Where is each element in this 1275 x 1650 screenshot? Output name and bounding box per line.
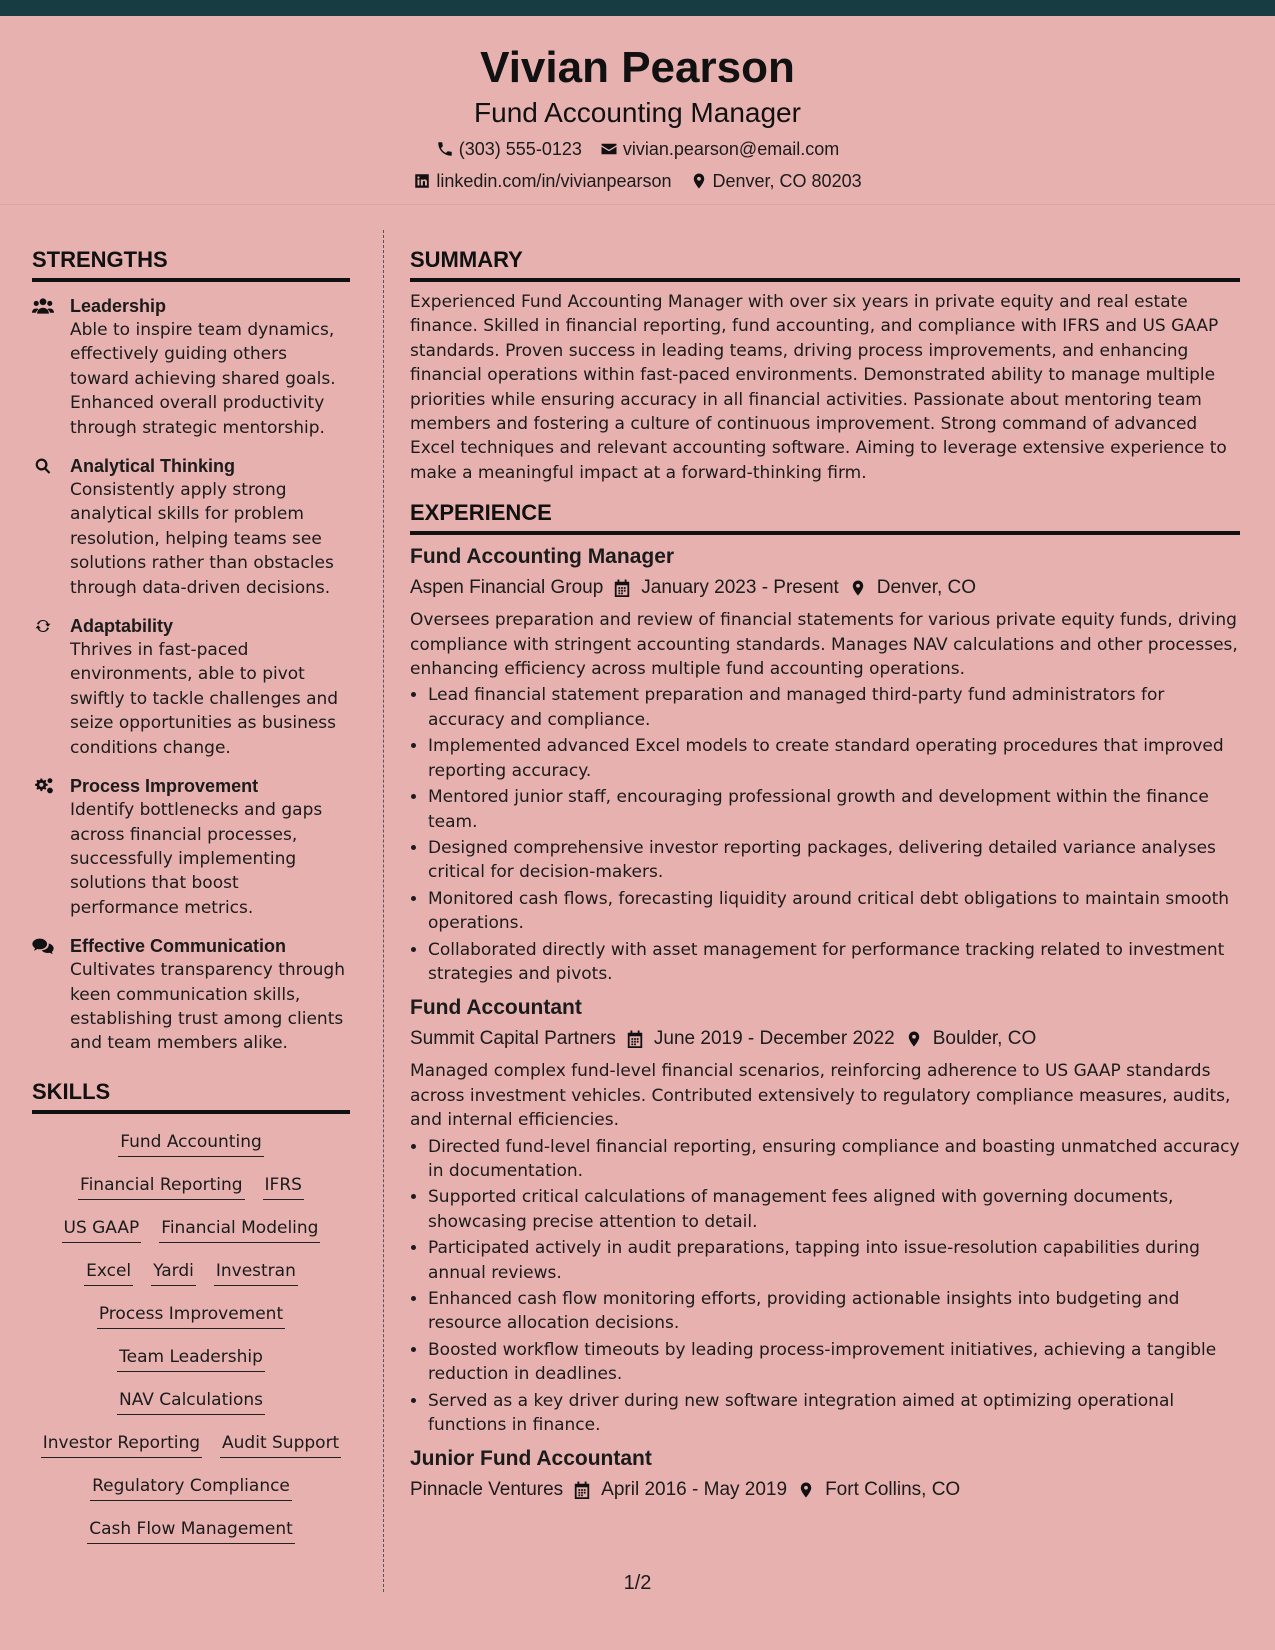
map-pin-icon <box>690 172 708 190</box>
job-bullet: • Enhanced cash flow monitoring efforts, providing actionable insights into budgeting and resource allocation decisions. <box>428 1287 1240 1336</box>
skill-tag: Cash Flow Management <box>87 1517 295 1544</box>
strength-title: Leadership <box>70 296 167 316</box>
job-bullet: • Monitored cash flows, forecasting liquidity around critical debt obligations to maintain smooth operations. <box>428 887 1240 936</box>
envelope-icon <box>600 140 618 158</box>
strength-desc: Cultivates transparency through keen communication skills, establishing trust among clients and team members alike. <box>70 960 345 1054</box>
job-bullet: • Mentored junior staff, encouraging professional growth and development within the finance team. <box>428 785 1240 834</box>
job-bullet: • Participated actively in audit preparations, tapping into issue-resolution capabilities during annual reviews. <box>428 1236 1240 1285</box>
job-bullets <box>410 1135 1240 1438</box>
map-pin-icon <box>797 1480 815 1500</box>
skills-heading: SKILLS <box>32 1078 350 1114</box>
skill-tag: Financial Modeling <box>159 1216 320 1243</box>
job-company: Pinnacle Ventures <box>410 1479 564 1501</box>
resume-header <box>0 16 1275 205</box>
users-icon <box>32 297 54 315</box>
contact-row-1 <box>0 138 1275 160</box>
job-bullet: • Supported critical calculations of management fees aligned with governing documents, showcasing precise attention to detail. <box>428 1185 1240 1234</box>
strengths-heading: STRENGTHS <box>32 246 350 282</box>
strength-item <box>32 614 350 760</box>
strength-item <box>32 934 350 1056</box>
skill-tag: Financial Reporting <box>78 1173 245 1200</box>
strength-item <box>32 454 350 600</box>
map-pin-icon <box>905 1029 923 1049</box>
job-dates: April 2016 - May 2019 <box>601 1479 788 1501</box>
column-divider <box>383 230 384 1592</box>
job-bullets <box>410 683 1240 986</box>
experience-heading: EXPERIENCE <box>410 499 1240 535</box>
job-bullet: • Implemented advanced Excel models to create standard operating procedures that improved reporting accuracy. <box>428 734 1240 783</box>
job-entry <box>410 543 1240 986</box>
left-column <box>32 246 350 1560</box>
job-location: Fort Collins, CO <box>825 1479 961 1501</box>
linkedin-icon <box>413 172 431 190</box>
job-location: Boulder, CO <box>932 1028 1037 1050</box>
skill-tag: Investran <box>214 1259 298 1286</box>
strength-title: Effective Communication <box>70 936 287 957</box>
skill-tag: NAV Calculations <box>117 1388 265 1415</box>
skill-tag: Team Leadership <box>117 1345 265 1372</box>
skill-tag: Investor Reporting <box>41 1431 202 1458</box>
job-bullet: • Boosted workflow timeouts by leading process-improvement initiatives, achieving a tangible reduction in deadlines. <box>428 1338 1240 1387</box>
skill-tag: Fund Accounting <box>118 1130 264 1157</box>
job-entry <box>410 1445 1240 1504</box>
contact-linkedin <box>413 170 671 192</box>
skills-list <box>32 1130 350 1544</box>
job-location: Denver, CO <box>876 577 977 599</box>
skill-tag: Audit Support <box>220 1431 341 1458</box>
strength-desc: Able to inspire team dynamics, effectively guiding others toward achieving shared goals. Enhanced overall productivity through strategic mentorship. <box>70 320 336 438</box>
search-icon <box>32 457 54 475</box>
phone-icon <box>436 140 454 158</box>
phone-text[interactable]: (303) 555-0123 <box>458 139 582 159</box>
sync-icon <box>32 617 54 635</box>
skill-tag: Excel <box>84 1259 133 1286</box>
calendar-icon <box>613 578 631 598</box>
right-column <box>410 246 1240 1504</box>
job-dates: June 2019 - December 2022 <box>653 1028 895 1050</box>
job-description: Oversees preparation and review of financial statements for various private equity funds, driving compliance with stringent accounting standards. Manages NAV calculations and other processes, enhancing efficiency across multiple fund accounting operations. <box>410 610 1238 680</box>
job-bullet: • Lead financial statement preparation and managed third-party fund administrators for accuracy and compliance. <box>428 683 1240 732</box>
job-meta <box>410 574 1240 602</box>
candidate-title: Fund Accounting Manager <box>474 97 801 128</box>
strength-title: Process Improvement <box>70 776 259 797</box>
linkedin-text[interactable]: linkedin.com/in/vivianpearson <box>436 171 672 191</box>
email-text[interactable]: vivian.pearson@email.com <box>622 139 840 159</box>
job-entry <box>410 994 1240 1437</box>
skill-tag: Process Improvement <box>97 1302 285 1329</box>
contact-email <box>600 138 839 160</box>
summary-text: Experienced Fund Accounting Manager with over six years in private equity and real estate finance. Skilled in financial reporting, fund accounting, and compliance with IFRS and US GAAP standards. Proven success in leading teams, driving process improvements, and enhancing financial operations within fast-paced environments. Demonstrated ability to manage multiple priorities while ensuring accuracy in all financial activities. Passionate about mentoring team members and fostering a culture of continuous improvement. Strong command of advanced Excel techniques and relevant accounting software. Aiming to leverage extensive experience to make a meaningful impact at a forward-thinking firm. <box>410 292 1227 483</box>
calendar-icon <box>626 1029 644 1049</box>
skill-tag: Yardi <box>151 1259 196 1286</box>
job-bullet: • Served as a key driver during new software integration aimed at optimizing operational functions in finance. <box>428 1389 1240 1438</box>
job-description: Managed complex fund-level financial scenarios, reinforcing adherence to US GAAP standards across investment vehicles. Contributed extensively to regulatory compliance measures, audits, and internal efficiencies. <box>410 1061 1231 1131</box>
strength-title: Adaptability <box>70 616 174 637</box>
strength-item <box>32 774 350 920</box>
job-meta <box>410 1476 1240 1504</box>
strength-desc: Consistently apply strong analytical skills for problem resolution, helping teams see solutions rather than obstacles through data-driven decisions. <box>70 480 334 598</box>
job-company: Aspen Financial Group <box>410 577 604 599</box>
contact-phone <box>436 138 582 160</box>
job-title: Junior Fund Accountant <box>410 1447 652 1471</box>
location-text: Denver, CO 80203 <box>712 171 862 191</box>
comments-icon <box>32 937 54 955</box>
job-bullet: • Designed comprehensive investor reporting packages, delivering detailed variance analyses critical for decision-makers. <box>428 836 1240 885</box>
job-meta <box>410 1025 1240 1053</box>
skill-tag: US GAAP <box>62 1216 142 1243</box>
contact-row-2 <box>0 170 1275 192</box>
map-pin-icon <box>849 578 867 598</box>
job-dates: January 2023 - Present <box>641 577 839 599</box>
skill-tag: Regulatory Compliance <box>90 1474 292 1501</box>
page-number: 1/2 <box>623 1572 652 1594</box>
job-title: Fund Accounting Manager <box>410 545 675 569</box>
gears-icon <box>32 777 54 795</box>
strength-item <box>32 294 350 440</box>
contact-location <box>690 170 862 192</box>
job-title: Fund Accountant <box>410 996 582 1020</box>
candidate-name: Vivian Pearson <box>480 43 795 92</box>
job-bullet: • Collaborated directly with asset management for performance tracking related to investment strategies and pivots. <box>428 938 1240 987</box>
strength-desc: Thrives in fast-paced environments, able to pivot swiftly to tackle challenges and seize opportunities as business conditions change. <box>70 640 339 758</box>
strength-title: Analytical Thinking <box>70 456 236 477</box>
strength-desc: Identify bottlenecks and gaps across financial processes, successfully implementing solutions that boost performance metrics. <box>70 800 323 918</box>
summary-heading: SUMMARY <box>410 246 1240 282</box>
job-bullet: • Directed fund-level financial reporting, ensuring compliance and boasting unmatched accuracy in documentation. <box>428 1135 1240 1184</box>
job-company: Summit Capital Partners <box>410 1028 616 1050</box>
top-accent-bar <box>0 0 1275 16</box>
calendar-icon <box>573 1480 591 1500</box>
skill-tag: IFRS <box>263 1173 304 1200</box>
